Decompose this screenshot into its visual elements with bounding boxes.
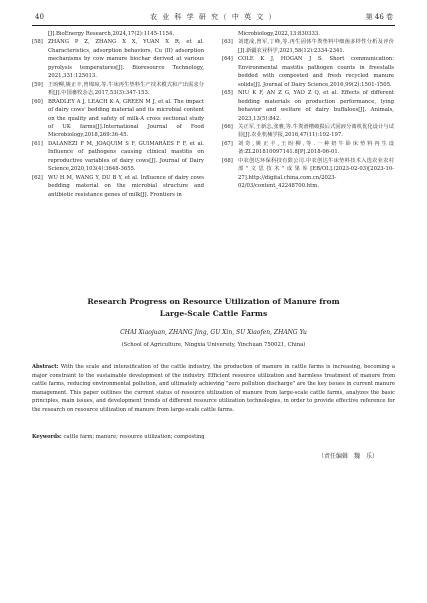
abstract-text: With the scale and intensification of the cattle industry, the production of manure in cattle farms is increasing, becoming a major constraint to the sustainable development of the industry. Efficient resource utilization and harmless treatment of manure from cattle farms, reducing environmental pollution, and ultimately achieving "zero pollution discharge" are the key issues in current manure management. This paper outlines the current status of resource utilization of manure from large-scale cattle farms, analyzes the basic principles, main issues, and development trends of different resource utilization technologies, in order to provide effective reference for the research on resource utilization of manure from large-scale cattle farms.	[32, 364, 395, 413]
reference-text: COLE K J, HOGAN J S. Short communication: Environmental mastitis pathogen counts in freestalls bedded with composted and fresh recycled manure solids[J]. Journal of Dairy Science,2016,99(2):1501-1505.	[238, 56, 394, 88]
reference-item	[222, 55, 394, 89]
reference-item	[222, 123, 394, 140]
reference-number: [66]	[222, 123, 233, 130]
reference-number: [58]	[32, 39, 43, 46]
reference-item	[32, 98, 204, 140]
title-line: Large-Scale Cattle Farms	[159, 308, 268, 318]
authors: CHAI Xiaojuan, ZHANG Jing, GU Xin, SU Xiaofen, ZHANG Yu	[120, 329, 307, 336]
reference-item	[32, 174, 204, 199]
reference-text: BRADLEY A J, LEACH K A, GREEN M J, et al. The impact of dairy cows' bedding material and its microbial content on the quality and safety of milk-A cross sectional study of UK farms[J].International Journal of Food Microbiology,2018,269:36-45.	[48, 98, 204, 139]
volume-label: 第 46 卷	[365, 13, 393, 21]
reference-item	[222, 140, 394, 157]
references-right-column	[222, 30, 394, 191]
reference-number: [62]	[32, 174, 43, 181]
reference-number: [61]	[32, 140, 43, 147]
reference-number: [59]	[32, 81, 43, 88]
reference-number: [65]	[222, 90, 233, 97]
reference-item	[32, 81, 204, 98]
page-header	[32, 11, 395, 26]
reference-item	[32, 140, 204, 174]
reference-number: [67]	[222, 140, 233, 147]
reference-item	[222, 157, 394, 191]
reference-number: [60]	[32, 98, 43, 105]
reference-text: Microbiology,2022,13:830333.	[238, 31, 320, 37]
reference-text: 刘奇,姚正丰,王盼柳,等.一种奶牛卧床垫料再生设备:ZL201810097141.8[P].2018-06-01.	[238, 140, 394, 156]
english-title	[32, 296, 395, 319]
affiliation: (School of Agriculture, Ningxia University, Yinchuan 750021, China)	[121, 342, 306, 348]
title-line: Research Progress on Resource Utilization of Manure from	[87, 297, 340, 306]
reference-text: 关正军,王新志,张雅,等.牛粪滑槽破损后式固液分离机优化设计与试验[J].农业机械学报,2016,47(11):192-197.	[238, 123, 394, 139]
reference-text: 刘建成,曾军,丁峰,等.再生固体牛粪垫料中细菌多样性分析及评价[J].新疆农业科学,2021,58(12):2334-2341.	[238, 39, 394, 54]
keywords-text: cattle farm; manure; resource utilization; composting	[61, 434, 205, 440]
reference-number: [64]	[222, 56, 233, 63]
reference-text: 王盼柳,姚正丰,曾锦琼,等.牛床再生垫料生产技术模式和产出需求分析[J].中国畜牧杂志,2017,53(3):347-153.	[48, 81, 204, 97]
reference-item	[222, 38, 394, 55]
reference-text: NIU K F, AN Z G, YAO Z Q, et al. Effects of different bedding materials on production performance, lying behavior and welfare of dairy buffaloes[J]. Animals, 2023,13(5):842.	[238, 90, 394, 122]
keywords	[32, 433, 395, 442]
reference-number: [68]	[222, 157, 233, 164]
reference-text: ZHANG P Z, ZHANG X X, YUAN X R, et al. Characteristics, adsorption behaviors, Cu (II) adsorption mechanisms by cow manure biochar derived at various pyrolysis temperatures[J]. Bioresource Technology, 2021,331:125013.	[48, 39, 204, 80]
editor-note: （责任编辑 魏 乐）	[318, 453, 379, 460]
references-section	[32, 30, 395, 276]
reference-item	[32, 38, 204, 80]
reference-text: DALANEZI F M, JOAQUIM S F, GUIMARÃES F F, et al. Influence of pathogens causing clinical mastitis on reproductive variables of dairy cows[J]. Journal of Dairy Science,2020,103(4):3648-3655.	[48, 140, 204, 173]
reference-text: [J].BioEnergy Research,2024,17(2):1145-1154.	[48, 31, 175, 37]
abstract-label: Abstract:	[32, 364, 59, 370]
reference-item	[32, 30, 204, 38]
keywords-label: Keywords:	[32, 434, 62, 440]
reference-item	[222, 30, 394, 38]
reference-number: [63]	[222, 39, 233, 46]
reference-text: 中农创达环保科技有限公司.中农创达牛床垫料技术入选农业农村部"文思技术"成果库[EB/OL].(2023-02-03)[2023-10-27].http://digital.china.com.cn/2023-02/03/content_42248700.htm.	[238, 157, 394, 190]
journal-title: 农 业 科 学 研 究（ 中 英 文 ）	[149, 13, 278, 21]
references-left-column	[32, 30, 204, 199]
reference-item	[222, 89, 394, 123]
reference-text: WU H M, WANG Y, DU B Y, et al. Influence of dairy cows bedding material on the microbial structure and antibiotic resistance genes of milk[J]. Frontiers in	[48, 174, 204, 198]
abstract	[32, 363, 395, 414]
page-number: 40	[35, 13, 44, 21]
